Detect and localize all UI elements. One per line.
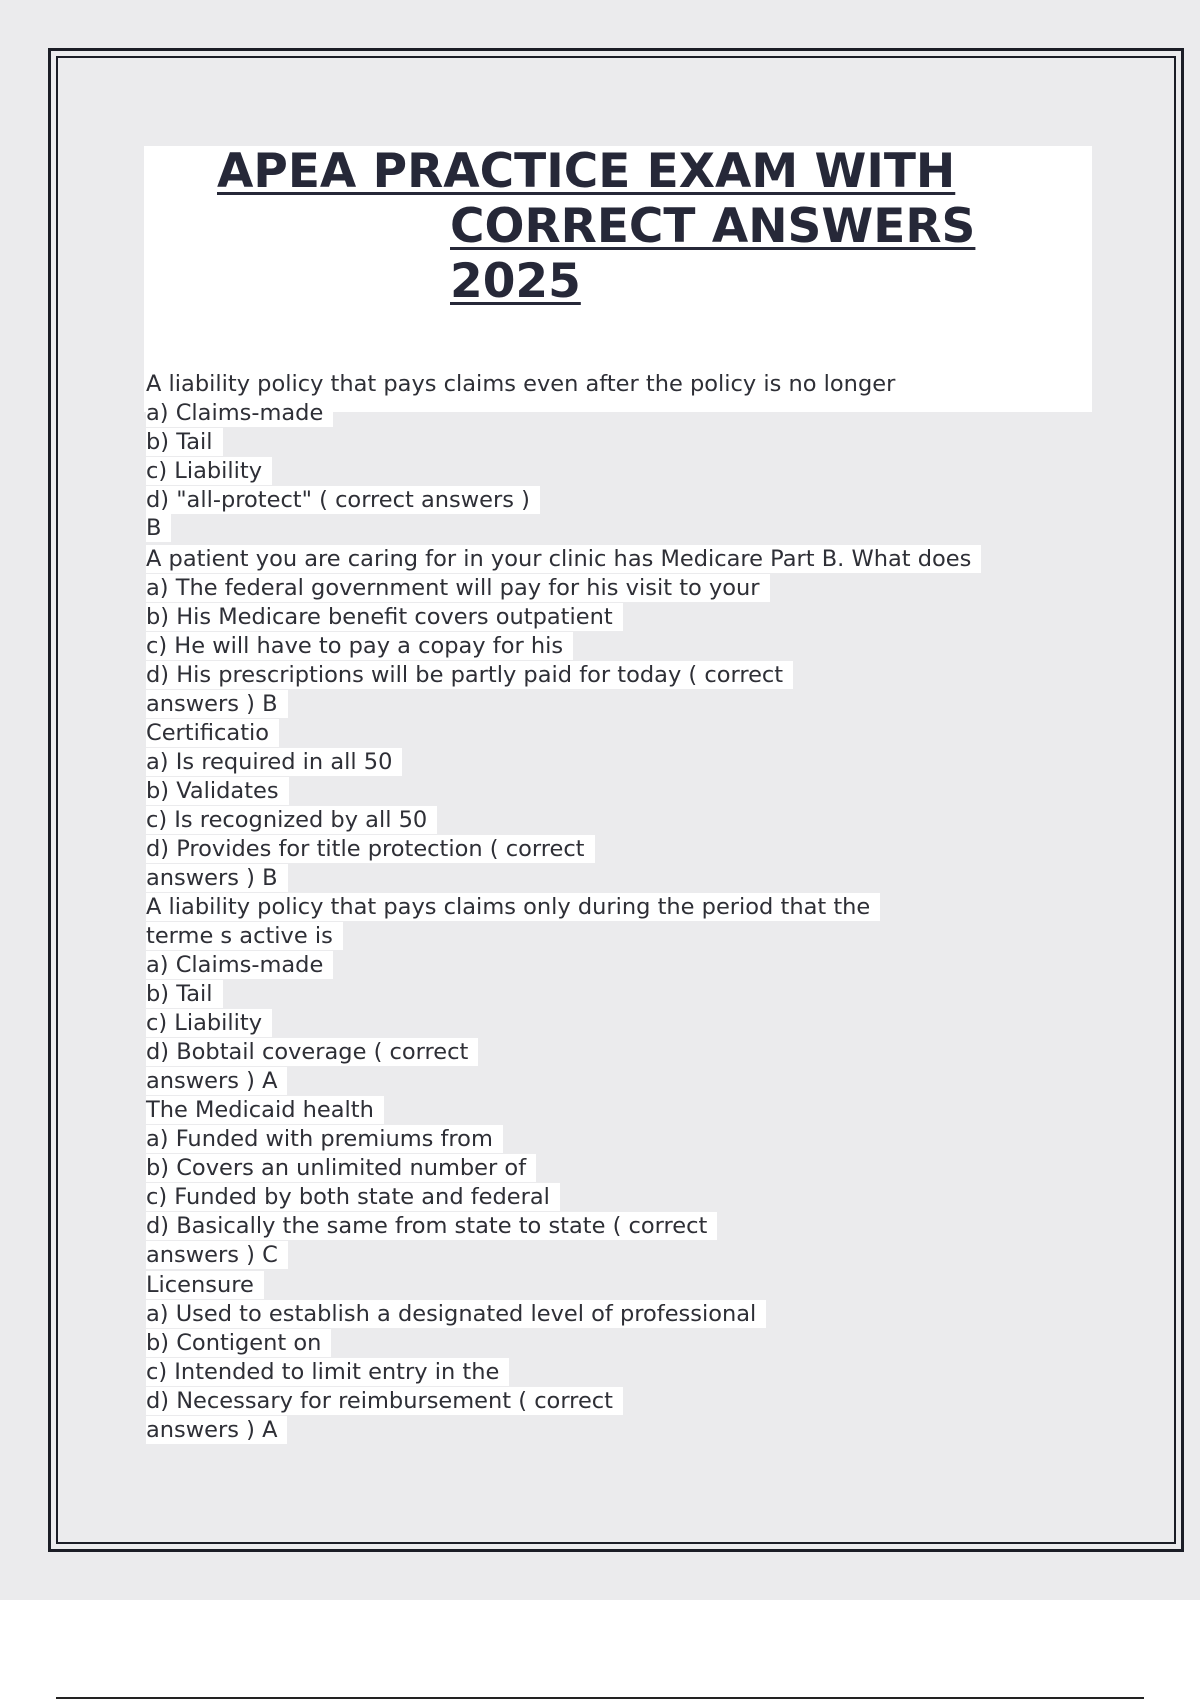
option-line: d) "all-protect" ( correct answers ) [146, 486, 540, 514]
option-line: a) Used to establish a designated level of professional [146, 1300, 766, 1328]
question-line: Licensure [146, 1271, 264, 1299]
answer-line: answers ) A [146, 1067, 287, 1095]
option-line: d) His prescriptions will be partly paid for today ( correct [146, 661, 793, 689]
option-line: a) The federal government will pay for his visit to your [146, 574, 770, 602]
option-line: c) Is recognized by all 50 [146, 806, 437, 834]
answer-line: B [146, 514, 171, 542]
option-line: c) Liability [146, 457, 272, 485]
option-line: b) Validates [146, 777, 289, 805]
question-line: A liability policy that pays claims only during the period that the [146, 893, 880, 921]
option-line: c) Liability [146, 1009, 272, 1037]
option-line: a) Is required in all 50 [146, 748, 402, 776]
title-line-2: CORRECT ANSWERS [450, 199, 976, 254]
option-line: b) Tail [146, 980, 223, 1008]
question-line: A liability policy that pays claims even after the policy is no longer [146, 370, 905, 398]
answer-line: answers ) B [146, 690, 288, 718]
option-line: c) Intended to limit entry in the [146, 1358, 509, 1386]
title-line-1: APEA PRACTICE EXAM WITH [217, 144, 956, 199]
option-line: c) Funded by both state and federal [146, 1183, 560, 1211]
option-line: c) He will have to pay a copay for his [146, 632, 573, 660]
option-line: d) Bobtail coverage ( correct [146, 1038, 478, 1066]
option-line: b) Tail [146, 428, 223, 456]
question-line: terme s active is [146, 922, 343, 950]
option-line: b) His Medicare benefit covers outpatient [146, 603, 623, 631]
answer-line: answers ) B [146, 864, 288, 892]
answer-line: answers ) A [146, 1416, 287, 1444]
option-line: d) Basically the same from state to state ( correct [146, 1212, 717, 1240]
option-line: b) Contigent on [146, 1329, 331, 1357]
option-line: a) Funded with premiums from [146, 1125, 503, 1153]
question-line: A patient you are caring for in your clinic has Medicare Part B. What does [146, 545, 981, 573]
answer-line: answers ) C [146, 1241, 288, 1269]
title-line-3: 2025 [450, 254, 581, 309]
option-line: d) Provides for title protection ( correct [146, 835, 595, 863]
option-line: b) Covers an unlimited number of [146, 1154, 536, 1182]
option-line: a) Claims-made [146, 399, 333, 427]
option-line: d) Necessary for reimbursement ( correct [146, 1387, 623, 1415]
question-line: The Medicaid health [146, 1096, 384, 1124]
question-line: Certificatio [146, 719, 279, 747]
option-line: a) Claims-made [146, 951, 333, 979]
footer-rule [56, 1697, 1144, 1699]
